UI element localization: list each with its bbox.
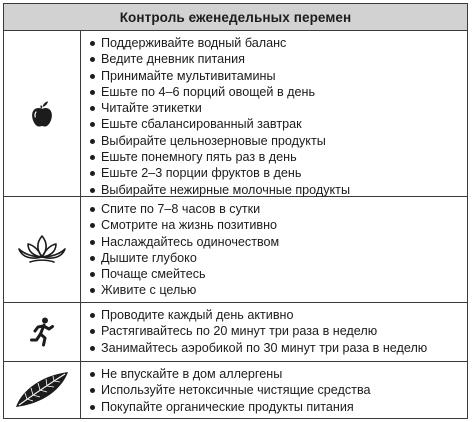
list-item: Ешьте 2–3 порции фруктов в день xyxy=(89,165,467,181)
running-person-icon-cell xyxy=(4,303,81,361)
list-item: Растягивайтесь по 20 минут три раза в неделю xyxy=(89,323,467,339)
list-item: Дышите глубоко xyxy=(89,250,467,266)
mind-list xyxy=(89,201,467,299)
list-item: Выбирайте цельнозерновые продукты xyxy=(89,133,467,149)
environment-list-cell xyxy=(81,362,467,418)
list-item: Читайте этикетки xyxy=(89,100,467,116)
list-item: Не впускайте в дом аллергены xyxy=(89,366,467,382)
nutrition-list xyxy=(89,35,467,198)
list-item: Живите с целью xyxy=(89,282,467,298)
section-mind xyxy=(4,197,467,303)
list-item: Занимайтесь аэробикой по 30 минут три раза в неделю xyxy=(89,340,467,356)
list-item: Покупайте органические продукты питания xyxy=(89,399,467,415)
mind-list-cell xyxy=(81,197,467,302)
running-person-icon xyxy=(29,317,55,347)
table-title: Контроль еженедельных перемен xyxy=(4,4,467,31)
activity-list xyxy=(89,307,467,356)
activity-list-cell xyxy=(81,303,467,361)
list-item: Принимайте мультивитамины xyxy=(89,68,467,84)
list-item: Почаще смейтесь xyxy=(89,266,467,282)
apple-icon-cell xyxy=(4,31,81,196)
list-item: Выбирайте нежирные молочные продукты xyxy=(89,182,467,198)
list-item: Наслаждайтесь одиночеством xyxy=(89,234,467,250)
leaf-icon-cell xyxy=(4,362,81,418)
section-activity xyxy=(4,303,467,362)
list-item: Ешьте по 4–6 порций овощей в день xyxy=(89,84,467,100)
section-environment xyxy=(4,362,467,418)
weekly-changes-table xyxy=(3,3,468,419)
list-item: Поддерживайте водный баланс xyxy=(89,35,467,51)
list-item: Ведите дневник питания xyxy=(89,51,467,67)
list-item: Ешьте сбалансированный завтрак xyxy=(89,116,467,132)
environment-list xyxy=(89,366,467,415)
list-item: Используйте нетоксичные чистящие средства xyxy=(89,382,467,398)
leaf-icon xyxy=(13,370,71,410)
list-item: Ешьте понемногу пять раз в день xyxy=(89,149,467,165)
list-item: Спите по 7–8 часов в сутки xyxy=(89,201,467,217)
list-item: Проводите каждый день активно xyxy=(89,307,467,323)
list-item: Смотрите на жизнь позитивно xyxy=(89,217,467,233)
nutrition-list-cell xyxy=(81,31,467,196)
lotus-icon-cell xyxy=(4,197,81,302)
section-nutrition xyxy=(4,31,467,197)
apple-icon xyxy=(30,100,54,128)
lotus-icon xyxy=(17,234,67,266)
